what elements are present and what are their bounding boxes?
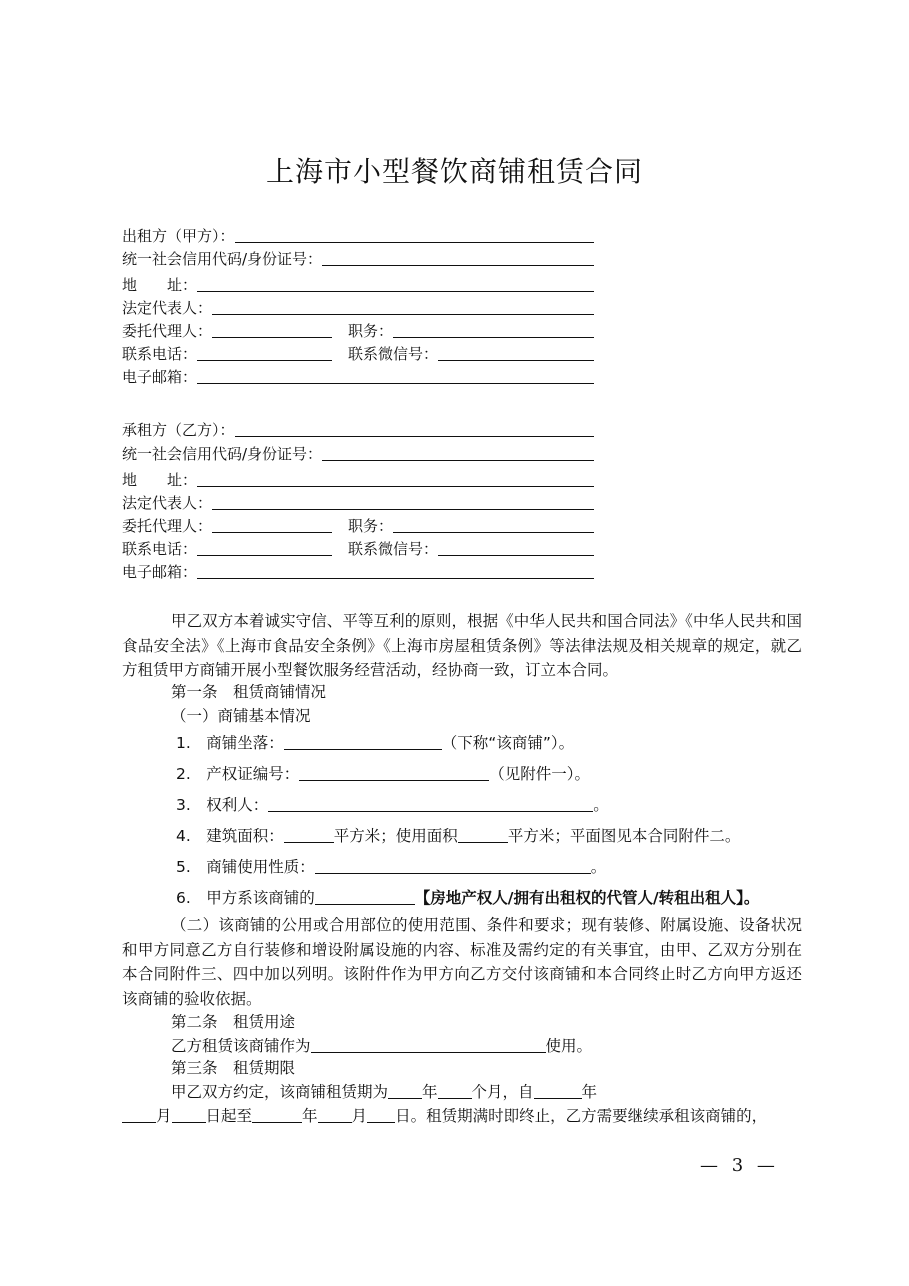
article1-item4 (176, 824, 740, 848)
lessor-phone-blank[interactable] (197, 346, 332, 361)
lessee-agent-label: 委托代理人： (122, 517, 213, 535)
item2-blank[interactable] (299, 765, 489, 781)
item5-suffix: 。 (590, 858, 607, 876)
lessee-agent-blank[interactable] (212, 518, 332, 533)
article3-end-text: 日。租赁期满时即终止，乙方需要继续承租该商铺的， (395, 1107, 768, 1125)
lessor-credit-row (122, 249, 594, 269)
lessor-phone-row (122, 344, 594, 364)
article3-start-day-unit: 日起至 (205, 1107, 253, 1125)
lessee-phone-blank[interactable] (197, 541, 332, 556)
lessor-wechat-label: 联系微信号： (348, 345, 439, 363)
item3-label: 3. 权利人： (176, 796, 269, 814)
lessee-wechat-label: 联系微信号： (348, 540, 439, 558)
item5-blank[interactable] (315, 858, 591, 874)
term-months-blank[interactable] (438, 1083, 472, 1099)
item4-blank-usable-area[interactable] (458, 827, 508, 843)
lessor-agent-row (122, 321, 594, 341)
page-number: — 3 — (700, 1155, 779, 1176)
lessor-name-blank[interactable] (235, 228, 594, 243)
item4-label: 4. 建筑面积： (176, 827, 284, 845)
article3-start-year-unit: 年 (581, 1083, 598, 1101)
article3-end-month-unit: 月 (351, 1107, 368, 1125)
lessee-wechat-blank[interactable] (438, 541, 594, 556)
article1-item2 (176, 762, 590, 786)
article1-section2: （二）该商铺的公用或合用部位的使用范围、条件和要求；现有装修、附属设施、设备状况和甲方同意乙方自行装修和增设附属设施的内容、标准及需约定的有关事宜，由甲、乙双方分别在本合同附件三、四中加以列明。该附件作为甲方向乙方交付该商铺和本合同终止时乙方向甲方返还该商铺的验收依据。 (122, 916, 802, 1008)
intro-paragraph: 甲乙双方本着诚实守信、平等互利的原则，根据《中华人民共和国合同法》《中华人民共和国食品安全法》《上海市食品安全条例》《上海市房屋租赁条例》等法律法规及相关规章的规定，就乙方租赁甲方商铺开展小型餐饮服务经营活动，经协商一致，订立本合同。 (122, 612, 802, 679)
lessor-credit-label: 统一社会信用代码/身份证号： (122, 250, 323, 268)
item4-mid: 平方米；使用面积 (333, 827, 458, 845)
item4-blank-building-area[interactable] (284, 827, 334, 843)
article1-item3 (176, 793, 609, 817)
lessor-legalrep-blank[interactable] (212, 300, 594, 315)
item3-suffix: 。 (593, 796, 609, 814)
article2-text (171, 1034, 592, 1058)
article3-end-year-unit: 年 (302, 1107, 318, 1125)
lessee-legalrep-blank[interactable] (212, 495, 594, 510)
article1-item5 (176, 855, 606, 879)
item1-label: 1. 商铺坐落： (176, 734, 284, 752)
lessor-heading: 出租方（甲方）： (122, 227, 235, 245)
lessor-email-blank[interactable] (197, 369, 594, 384)
lessor-address-blank[interactable] (197, 277, 594, 292)
lessee-email-row (122, 562, 594, 582)
article2-heading: 第二条 租赁用途 (171, 1013, 296, 1031)
end-day-blank[interactable] (367, 1107, 395, 1123)
lessor-position-blank[interactable] (393, 323, 594, 338)
lessee-legalrep-row (122, 493, 594, 513)
item4-suffix: 平方米；平面图见本合同附件二。 (507, 827, 741, 845)
lessor-heading-row (122, 226, 594, 246)
end-year-blank[interactable] (252, 1107, 302, 1123)
lessee-address-blank[interactable] (197, 472, 594, 487)
article3-year-unit: 年 (422, 1083, 438, 1101)
lessee-position-label: 职务： (348, 517, 394, 535)
article3-l1-text: 甲乙双方约定，该商铺租赁期为 (171, 1083, 389, 1101)
lessee-name-blank[interactable] (235, 422, 594, 437)
lessee-email-blank[interactable] (197, 564, 594, 579)
article2-usage-blank[interactable] (311, 1037, 546, 1053)
lessor-phone-label: 联系电话： (122, 345, 198, 363)
article1-item6 (176, 886, 759, 910)
article3-start-month-unit: 月 (156, 1107, 172, 1125)
article1-heading: 第一条 租赁商铺情况 (171, 683, 327, 701)
lessor-legalrep-row (122, 298, 594, 318)
lessee-legalrep-label: 法定代表人： (122, 494, 213, 512)
lessee-email-label: 电子邮箱： (122, 563, 198, 581)
article3-line2 (122, 1104, 767, 1128)
lessee-heading: 承租方（乙方）： (122, 421, 235, 439)
article1-item1 (176, 731, 574, 755)
article3-month-unit: 个月，自 (471, 1083, 534, 1101)
item2-label: 2. 产权证编号： (176, 765, 300, 783)
contract-title: 上海市小型餐饮商铺租赁合同 (265, 155, 643, 188)
lessor-agent-blank[interactable] (212, 323, 332, 338)
lessee-address-row (122, 470, 594, 490)
item6-blank[interactable] (315, 889, 415, 905)
item5-label: 5. 商铺使用性质： (176, 858, 315, 876)
lessee-position-blank[interactable] (393, 518, 594, 533)
lessee-agent-row (122, 516, 594, 536)
lessee-address-label: 地 址： (122, 471, 198, 489)
article3-heading: 第三条 租赁期限 (171, 1059, 296, 1077)
lessee-credit-row (122, 444, 594, 464)
lessee-phone-label: 联系电话： (122, 540, 198, 558)
lessor-address-label: 地 址： (122, 276, 198, 294)
lessee-credit-label: 统一社会信用代码/身份证号： (122, 445, 323, 463)
start-month-blank[interactable] (122, 1107, 156, 1123)
lessor-position-label: 职务： (348, 322, 394, 340)
item1-blank[interactable] (284, 734, 442, 750)
item1-suffix: （下称“该商铺”）。 (441, 734, 575, 752)
end-month-blank[interactable] (318, 1107, 352, 1123)
lessor-credit-blank[interactable] (322, 251, 594, 266)
lessor-agent-label: 委托代理人： (122, 322, 213, 340)
lessee-phone-row (122, 539, 594, 559)
lessor-address-row (122, 275, 594, 295)
term-years-blank[interactable] (388, 1083, 422, 1099)
lessee-heading-row (122, 420, 594, 440)
lessor-wechat-blank[interactable] (438, 346, 594, 361)
item6-label: 6. 甲方系该商铺的 (176, 889, 315, 907)
start-day-blank[interactable] (172, 1107, 206, 1123)
item2-suffix: （见附件一）。 (489, 765, 591, 783)
article1-section1: （一）商铺基本情况 (171, 707, 311, 725)
item6-suffix: 【房地产权人/拥有出租权的代管人/转租出租人】。 (414, 889, 760, 907)
lessor-email-label: 电子邮箱： (122, 368, 198, 386)
article3-line1 (171, 1080, 597, 1104)
item3-blank[interactable] (268, 796, 593, 812)
article2-label: 乙方租赁该商铺作为 (171, 1037, 311, 1055)
start-year-blank[interactable] (534, 1083, 582, 1099)
lessor-email-row (122, 367, 594, 387)
lessor-legalrep-label: 法定代表人： (122, 299, 213, 317)
article2-suffix: 使用。 (545, 1037, 593, 1055)
lessee-credit-blank[interactable] (322, 446, 594, 461)
